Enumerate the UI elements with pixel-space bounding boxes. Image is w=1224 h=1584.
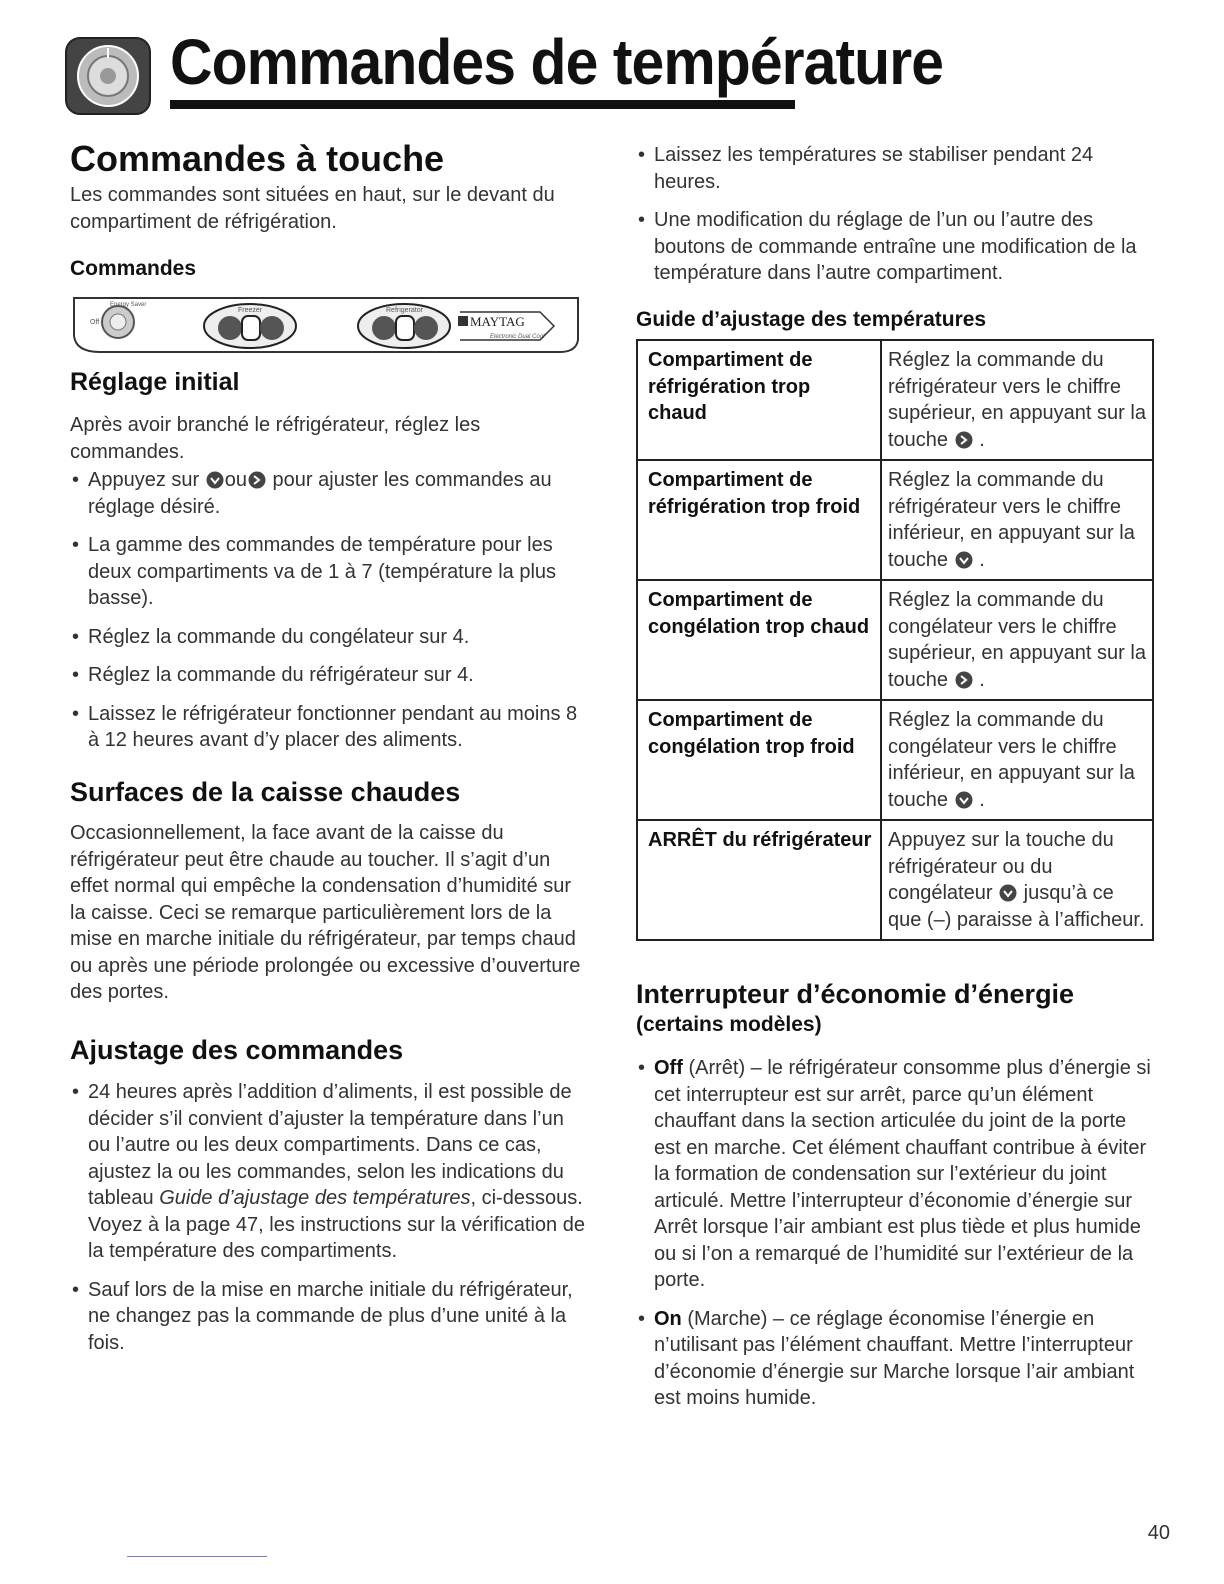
list-item: • Appuyez sur ou pour ajuster les commandes au réglage désiré.	[70, 467, 590, 520]
list-item: • On (Marche) – ce réglage économise l’énergie en n’utilisant pas l’élément chauffant. Mettre l’interrupteur d’économie d’énergie sur Marche lorsque l’air ambiant est moins humide.	[636, 1306, 1156, 1412]
page-number: 40	[1147, 1522, 1170, 1544]
section-commandes-touche	[70, 136, 590, 281]
table-row	[637, 580, 1153, 700]
table-row	[637, 700, 1153, 820]
list-item: • Réglez la commande du réfrigérateur sur 4.	[70, 662, 590, 689]
list-item: • Laissez les températures se stabiliser pendant 24 heures.	[636, 142, 1156, 195]
up-arrow-button-icon	[954, 671, 974, 689]
ajustage-body	[70, 1079, 590, 1368]
condition-cell: Compartiment de réfrigération trop chaud	[637, 340, 881, 460]
list-item: • Laissez le réfrigérateur fonctionner pendant au moins 8 à 12 heures avant d’y placer des aliments.	[70, 701, 590, 754]
page-title: Commandes de température	[170, 26, 944, 98]
paragraph: Occasionnellement, la face avant de la caisse du réfrigérateur peut être chaude au toucher. Il s’agit d’un effet normal qui empêche la condensation d’humidité sur la caisse. Ceci se remarque particulièrement lors de la mise en marche initiale du réfrigérateur, par temps chaud ou après une période prolongée ou excessive d’ouverture des portes.	[70, 822, 581, 1003]
list-item: • Réglez la commande du congélateur sur 4.	[70, 624, 590, 651]
condition-cell: Compartiment de congélation trop froid	[637, 700, 881, 820]
temperature-guide-table	[636, 339, 1154, 941]
energy-saver-label: Energy Saver	[110, 302, 147, 308]
table-row	[637, 460, 1153, 580]
down-arrow-button-icon	[998, 884, 1018, 902]
reglage-list	[70, 467, 590, 754]
brand-label: MAYTAG	[470, 314, 525, 329]
section-heading: Interrupteur d’économie d’énergie	[636, 979, 1075, 1009]
table-row	[637, 820, 1153, 940]
off-label: Off	[90, 319, 100, 326]
table-title: Guide d’ajustage des températures	[636, 308, 987, 331]
reglage-intro: Après avoir branché le réfrigérateur, réglez les commandes.	[70, 414, 481, 463]
control-panel-illustration	[70, 296, 582, 356]
slogan-label: Electronic Dual Cool	[490, 334, 545, 340]
freezer-up-button	[260, 316, 284, 340]
refrigerator-down-button	[372, 316, 396, 340]
list-item: • Off (Arrêt) – le réfrigérateur consomme plus d’énergie si cet interrupteur est sur arrêt, parce qu’un élément chauffant dans la section articulée du joint de la porte est en marche. Cet élément chauffant contribue à éviter la formation de condensation sur l’extérieur du joint articulé. Mettre l’interrupteur d’économie d’énergie sur Arrêt lorsque l’air ambiant est plus tiède et plus humide ou si l’on a remarqué de l’humidité sur l’extérieur de la porte.	[636, 1055, 1156, 1294]
surfaces-body	[70, 820, 590, 1006]
right-bullets	[636, 142, 1156, 299]
table-row	[637, 340, 1153, 460]
intro-text: Les commandes sont situées en haut, sur le devant du compartiment de réfrigération.	[70, 184, 555, 233]
down-arrow-button-icon	[954, 791, 974, 809]
reglage-initial-body	[70, 412, 590, 766]
action-cell: Réglez la commande du réfrigérateur vers le chiffre supérieur, en appuyant sur la touche .	[881, 340, 1153, 460]
down-arrow-button-icon	[954, 551, 974, 569]
footer-rule	[127, 1556, 267, 1557]
up-arrow-button-icon	[954, 431, 974, 449]
title-rule	[170, 100, 795, 109]
condition-cell: Compartiment de réfrigération trop froid	[637, 460, 881, 580]
down-arrow-button-icon	[205, 471, 225, 489]
list-item: • Sauf lors de la mise en marche initiale du réfrigérateur, ne changez pas la commande de plus d’une unité à la fois.	[70, 1277, 590, 1357]
refrigerator-label: Refrigerator	[386, 307, 423, 314]
condition-cell: Compartiment de congélation trop chaud	[637, 580, 881, 700]
action-cell: Réglez la commande du réfrigérateur vers le chiffre inférieur, en appuyant sur la touche .	[881, 460, 1153, 580]
action-cell: Réglez la commande du congélateur vers le chiffre inférieur, en appuyant sur la touche .	[881, 700, 1153, 820]
up-arrow-button-icon	[247, 471, 267, 489]
subheading: (certains modèles)	[636, 1013, 822, 1036]
action-cell: Appuyez sur la touche du réfrigérateur ou du congélateur jusqu’à ce que (–) paraisse à l’afficheur.	[881, 820, 1153, 940]
refrigerator-up-button	[414, 316, 438, 340]
freezer-label: Freezer	[238, 307, 263, 314]
freezer-down-button	[218, 316, 242, 340]
condition-cell: ARRÊT du réfrigérateur	[637, 820, 881, 940]
section-heading: Réglage initial	[70, 368, 240, 396]
list-item: • 24 heures après l’addition d’aliments, il est possible de décider s’il convient d’ajuster la température dans l’un ou l’autre ou les deux compartiments. Dans ce cas, ajustez la ou les commandes, selon les indications du tableau Guide d’ajustage des températures, ci-dessous. Voyez à la page 47, les instructions sur la vérification de la température des compartiments.	[70, 1079, 590, 1265]
subheading: Commandes	[70, 257, 197, 280]
section-heading: Surfaces de la caisse chaudes	[70, 777, 461, 807]
interrupteur-body	[636, 1055, 1156, 1424]
action-cell: Réglez la commande du congélateur vers le chiffre supérieur, en appuyant sur la touche .	[881, 580, 1153, 700]
section-heading: Commandes à touche	[70, 138, 445, 179]
section-heading: Ajustage des commandes	[70, 1035, 404, 1065]
list-item: • La gamme des commandes de température pour les deux compartiments va de 1 à 7 (température la plus basse).	[70, 532, 590, 612]
thermostat-dial-icon	[64, 36, 152, 116]
list-item: • Une modification du réglage de l’un ou l’autre des boutons de commande entraîne une modification de la température dans l’autre compartiment.	[636, 207, 1156, 287]
